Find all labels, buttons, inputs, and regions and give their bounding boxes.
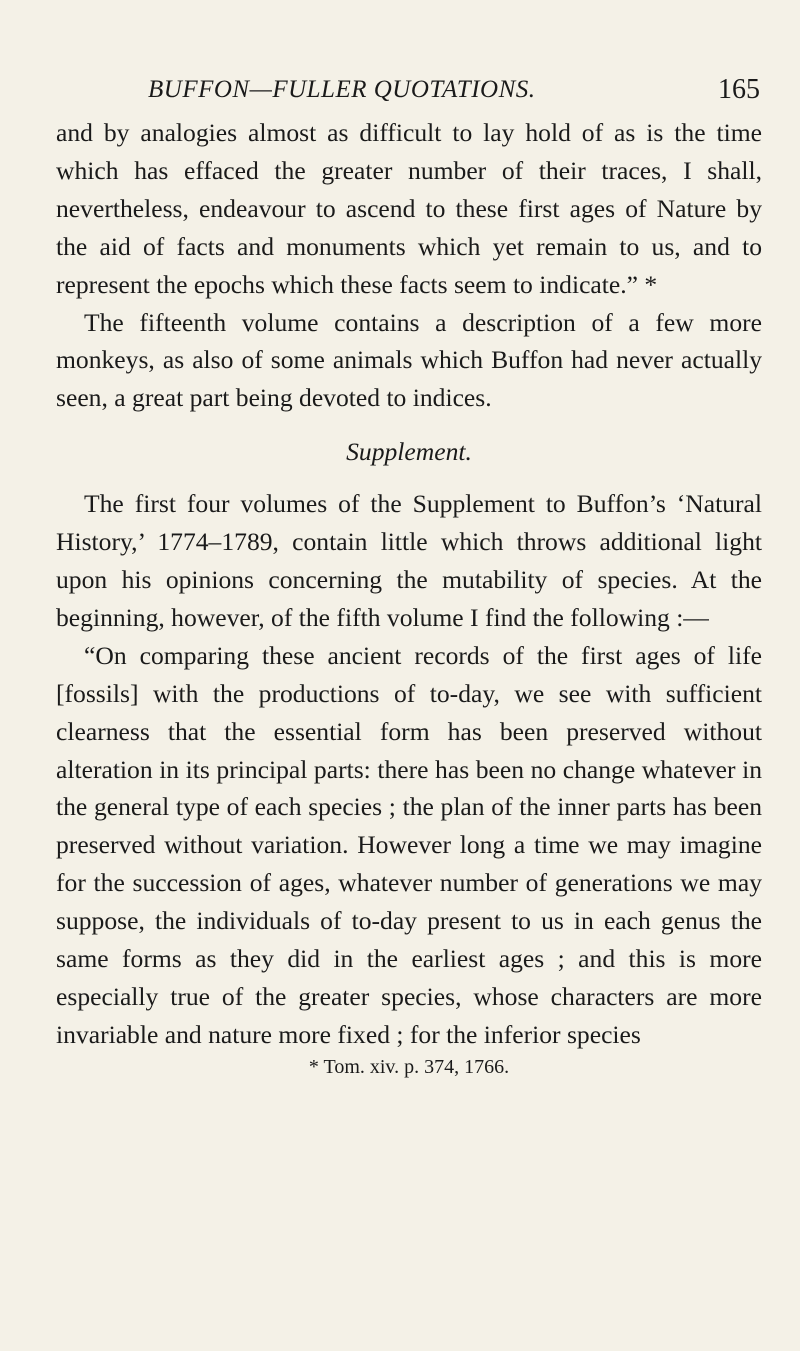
page-number: 165 (718, 74, 760, 105)
paragraph-1: and by analogies almost as difficult to lay hold of as is the time which has effaced the greater number of their traces, I shall, nevertheless, endeavour to ascend to these first ages of Nature by the aid of facts and monuments which yet remain to us, and to represent the epochs which these facts seem to indicate.” * (56, 118, 762, 299)
paragraph-4: “On comparing these ancient records of the first ages of life [fossils] with the productions of to-day, we see with sufficient clearness that the essential form has been preserved without alteration in its principal parts: there has been no change whatever in the general type of each species ; the plan of the inner parts has been preserved without variation. However long a time we may imagine for the succession of ages, whatever number of generations we may suppose, the individuals of to-day present to us in each genus the same forms as they did in the earliest ages ; and this is more especially true of the greater species, whose characters are more invariable and nature more fixed ; for the inferior species (56, 640, 762, 1049)
body-text (56, 114, 762, 1054)
paragraph-2: The fifteenth volume contains a description of a few more monkeys, as also of some animals which Buffon had never actually seen, a great part being devoted to indices. (56, 307, 762, 413)
paragraph-3: The first four volumes of the Supplement to Buffon’s ‘Natural History,’ 1774–1789, contain little which throws additional light upon his opinions concerning the mutability of species. At the beginning, however, of the fifth volume I find the following :— (56, 489, 762, 632)
page-header (56, 58, 762, 114)
footnote: * Tom. xiv. p. 374, 1766. (308, 1055, 510, 1078)
running-head: BUFFON—FULLER QUOTATIONS. (148, 76, 536, 103)
section-heading: Supplement. (346, 437, 472, 467)
book-page (56, 58, 762, 1079)
